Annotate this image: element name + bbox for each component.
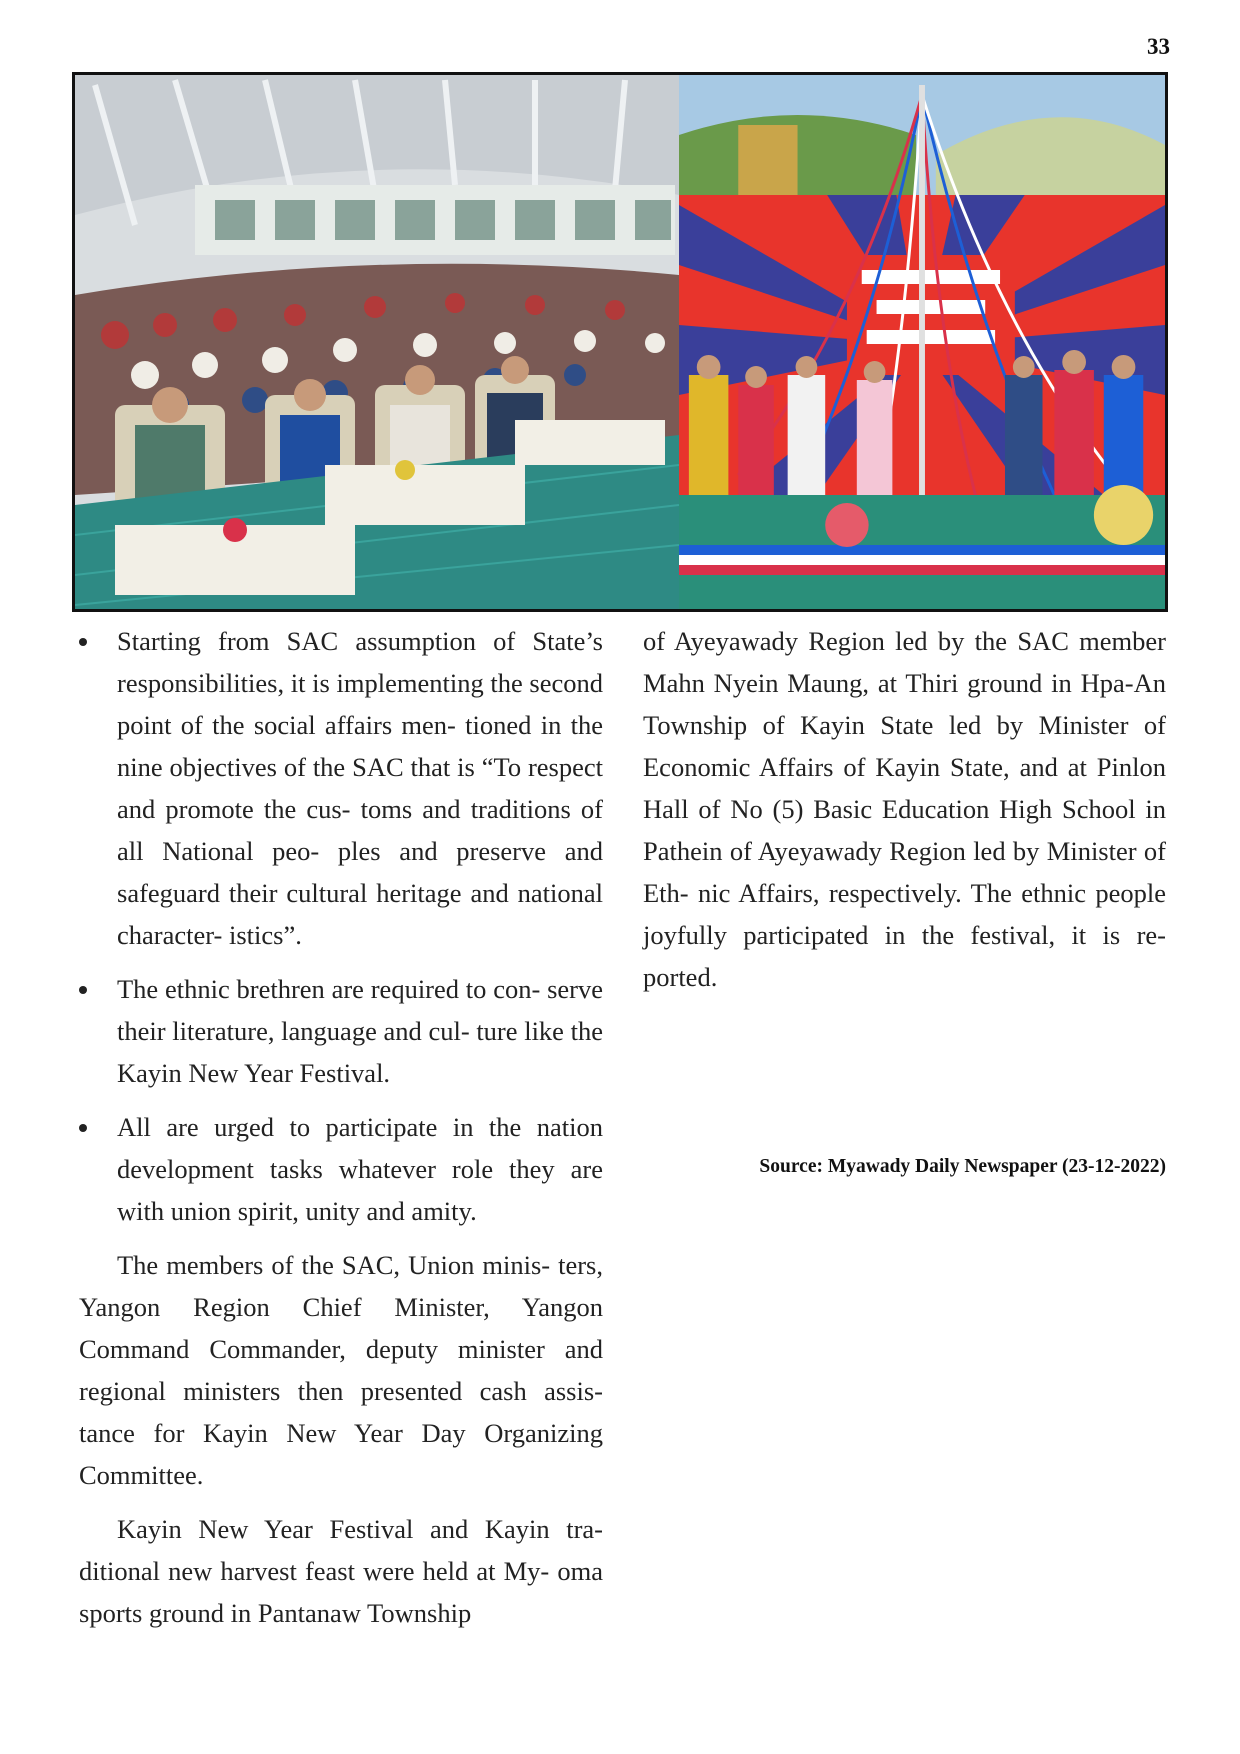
body-paragraph: of Ayeyawady Region led by the SAC member Mahn Nyein Maung, at Thiri ground in Hpa-An Township of Kayin State led by Minister of Economic Affairs of Kayin State, and at Pinlon Hall of No (5) Basic Education High School in Pathein of Ayeyawady Region led by Minister of Eth- nic Affairs, respectively. The ethnic people joyfully participated in the festival, it is re- ported. <box>643 626 1166 992</box>
bullet-list <box>79 620 603 1232</box>
right-column <box>643 620 1166 1010</box>
list-item <box>79 620 603 956</box>
list-item <box>79 968 603 1094</box>
list-item <box>79 1106 603 1232</box>
body-paragraph: The members of the SAC, Union minis- ters, Yangon Region Chief Minister, Yangon Command Commander, deputy minister and regional ministers then presented cash assis- tance for Kayin New Year Day Organizing Committee. <box>79 1250 603 1490</box>
bullet-text: Starting from SAC assumption of State’s responsibilities, it is implementing the second point of the social affairs men- tioned in the nine objectives of the SAC that is “To respect and promote the cus- toms and traditions of all National peo- ples and preserve and safeguard their cultural heritage and national character- istics”. <box>117 626 603 950</box>
bullet-icon <box>79 1124 87 1132</box>
audience-hall-photo <box>75 75 679 609</box>
page-number: 33 <box>1147 34 1170 59</box>
photo-collage <box>72 72 1168 612</box>
bullet-icon <box>79 638 87 646</box>
bullet-text: All are urged to participate in the nation development tasks whatever role they are with union spirit, unity and amity. <box>117 1112 603 1226</box>
body-paragraph: Kayin New Year Festival and Kayin tra- ditional new harvest feast were held at My- oma sports ground in Pantanaw Township <box>79 1514 603 1628</box>
festival-stage-photo <box>679 75 1165 609</box>
bullet-text: The ethnic brethren are required to con- serve their literature, language and cul- ture like the Kayin New Year Festival. <box>117 974 603 1088</box>
left-column <box>79 620 603 1646</box>
source-citation: Source: Myawady Daily Newspaper (23-12-2022) <box>759 1156 1166 1177</box>
bullet-icon <box>79 986 87 994</box>
